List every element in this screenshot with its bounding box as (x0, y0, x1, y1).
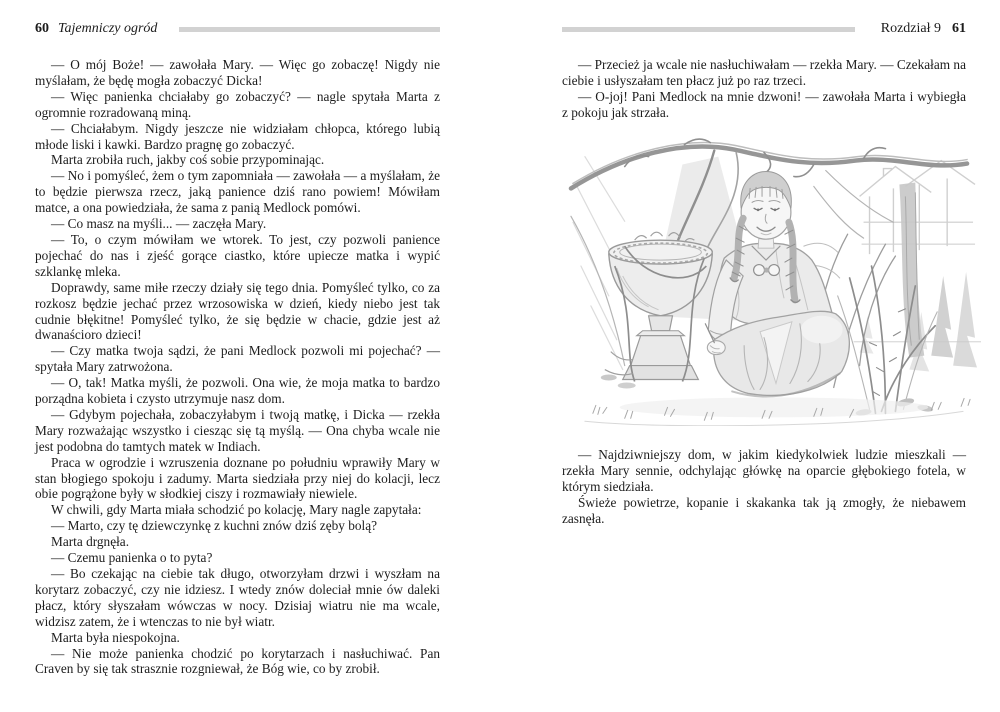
paragraph: — Najdziwniejszy dom, w jakim kiedykolwiek ludzie mieszkali — rzekła Mary sennie, odchylając główkę na oparcie głębokiego fotela, w którym siedziała. (562, 447, 966, 494)
left-page-text (35, 57, 440, 677)
header-rule-left (179, 27, 440, 32)
page-number-right: 61 (952, 21, 966, 36)
paragraph: — Marto, czy tę dziewczynkę z kuchni znów dziś zęby bolą? (51, 518, 378, 534)
page-left (35, 0, 440, 712)
paragraph: Praca w ogrodzie i wzruszenia doznane po południu wprawiły Mary w stan błogiego spokoju i zadumy. Marta siedziała przy niej do kolacji, lecz obie pogrążone były w słodkiej ciszy i rozmawiały niewiele. (35, 454, 440, 502)
right-page-text-top (562, 57, 966, 121)
right-page-text-bottom (562, 447, 966, 527)
page-right (562, 0, 966, 712)
paragraph: — Chciałabym. Nigdy jeszcze nie widziałam chłopca, którego lubią młode liski i kawki. Bardzo pragnę go zobaczyć. (35, 120, 440, 152)
paragraph: Marta była niespokojna. (51, 629, 180, 645)
paragraph: — Gdybym pojechała, zobaczyłabym i twoją matkę, i Dicka — rzekła Mary rozważając wszystko i ciesząc się tą myślą. — Ona chyba wcale nie jest podobna do tamtych matek w Indiach. (35, 406, 440, 454)
paragraph: Doprawdy, same miłe rzeczy działy się tego dnia. Pomyśleć tylko, co za rozkosz będzie jechać przez wrzosowiska w dzień, kiedy niebo jest tak cudnie błękitne! Pomyśleć tylko, że się będzie w chacie, gdzie jest aż dwanaścioro dzieci! (35, 279, 440, 343)
page-number-left: 60 (35, 21, 49, 36)
paragraph: — Bo czekając na ciebie tak długo, otworzyłam drzwi i wyszłam na korytarz zobaczyć, czy nie idziesz. I wtedy znów doleciał mnie ów daleki płacz, który słyszałam wówczas w nocy. Dzisiaj wiatru nie ma wcale, widzisz zatem, że i wtenczas to nie był wiatr. (35, 566, 440, 629)
left-page-header (35, 20, 440, 38)
tree-trunk (899, 182, 924, 357)
book-illustration (565, 126, 981, 426)
header-rule-right (562, 27, 855, 32)
paragraph: Świeże powietrze, kopanie i skakanka tak ją zmogły, że niebawem zasnęła. (562, 494, 966, 526)
running-title-right: Rozdział 9 (880, 21, 941, 36)
paragraph: W chwili, gdy Marta miała schodzić po kolację, Mary nagle zapytała: (51, 502, 422, 518)
paragraph: — Więc panienka chciałaby go zobaczyć? — nagle spytała Marta z ogromnie rozradowaną miną. (35, 88, 440, 120)
paragraph: — Przecież ja wcale nie nasłuchiwałam — rzekła Mary. — Czekałam na ciebie i usłyszałam ten płacz już po raz trzeci. (562, 57, 966, 88)
paragraph: Marta zrobiła ruch, jakby coś sobie przypominając. (51, 152, 325, 168)
paragraph: — To, o czym mówiłam we wtorek. To jest, czy pozwoli panience pojechać do nas i zjeść gorące ciastko, które upiecze matka i wypić szklankę mleka. (35, 231, 440, 279)
paragraph: — O mój Boże! — zawołała Mary. — Więc go zobaczę! Nigdy nie myślałam, że będę mogła zobaczyć Dicka! (35, 57, 440, 88)
paragraph: — Czy matka twoja sądzi, że pani Medlock pozwoli mi pojechać? — spytała Mary zatrwożona. (35, 343, 440, 375)
paragraph: — Nie może panienka chodzić po korytarzach i nasłuchiwać. Pan Craven by się tak strasznie rozgniewał, że Bóg wie, co by zrobił. (35, 645, 440, 677)
paragraph: — Co masz na myśli... — zaczęła Mary. (51, 216, 267, 232)
paragraph: — O-joj! Pani Medlock na mnie dzwoni! — zawołała Marta i wybiegła z pokoju jak strzała. (562, 88, 966, 120)
paragraph: Marta drgnęła. (51, 534, 130, 550)
paragraph: — O, tak! Matka myśli, że pozwoli. Ona wie, że moja matka to bardzo porządna kobieta i czysto utrzymuje nasz dom. (35, 375, 440, 407)
paragraph: — No i pomyśleć, żem o tym zapomniała — zawołała — a myślałam, że to będzie pierwsza rzecz, jaką panience dziś rano powiem! Mówiłam matce, a ona powiedziała, że sama z panią Medlock pomówi. (35, 168, 440, 216)
running-title-left: Tajemniczy ogród (58, 21, 158, 36)
right-page-header (562, 20, 966, 38)
paragraph: — Czemu panienka o to pyta? (51, 550, 213, 566)
